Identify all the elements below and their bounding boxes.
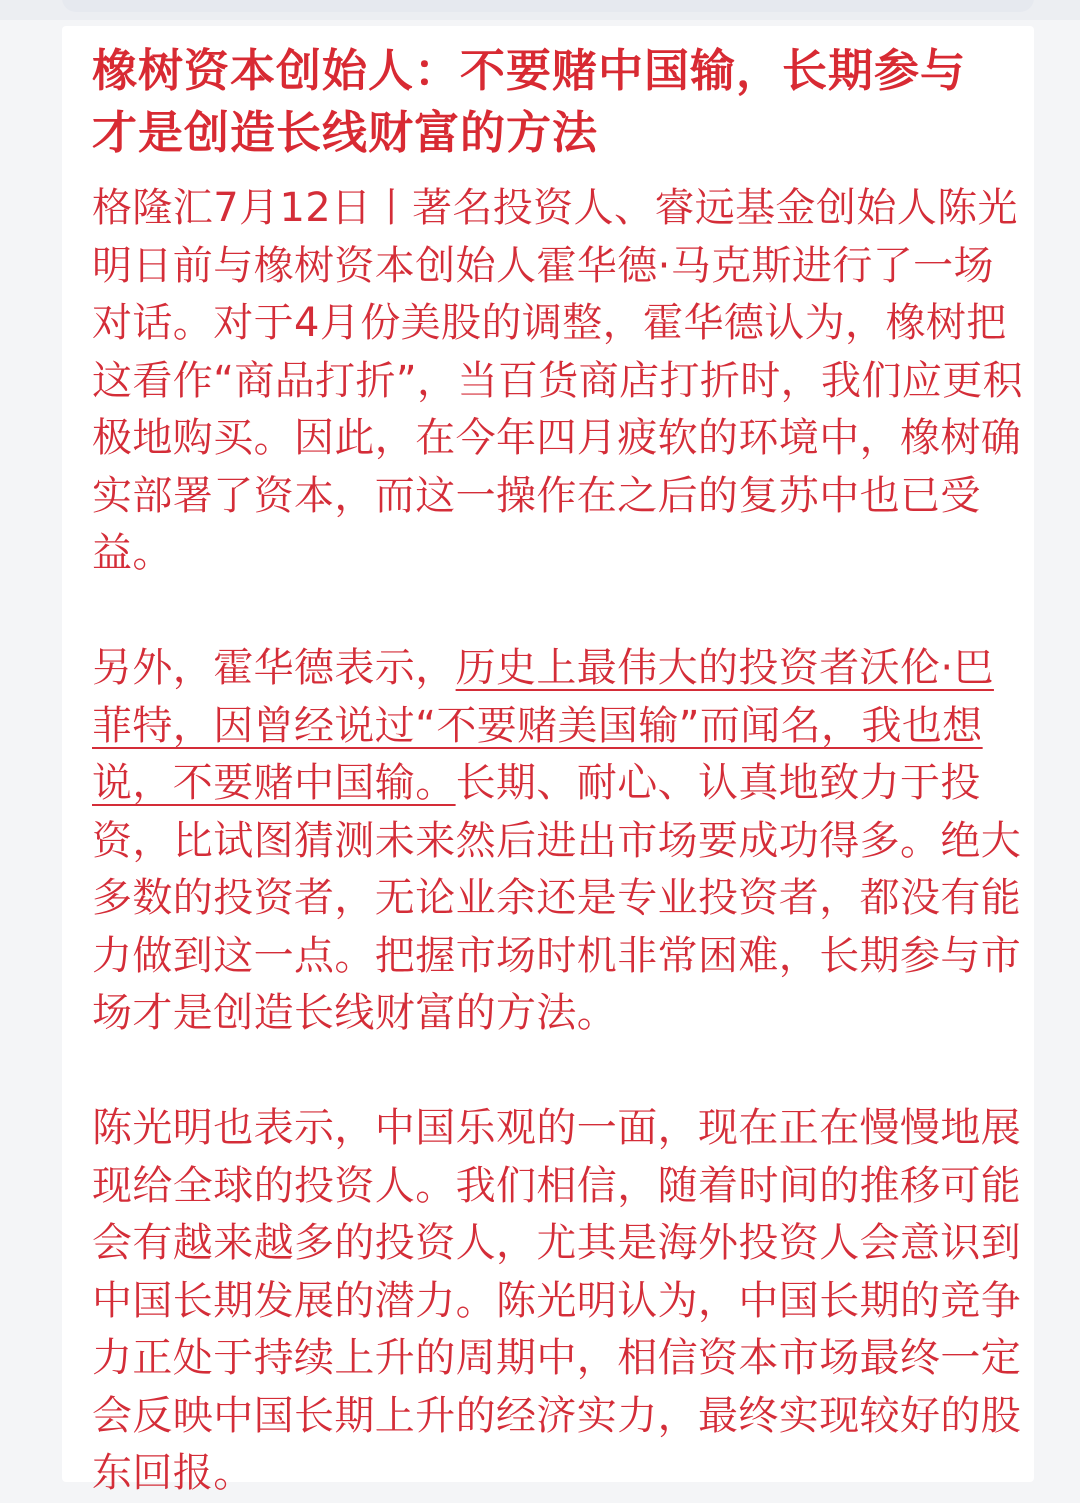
article-title: 橡树资本创始人：不要赌中国输，长期参与才是创造长线财富的方法 — [92, 44, 967, 159]
underlined-quote: 历史上最伟大的投资者沃伦·巴菲特，因曾经说过“不要赌美国输”而闻名，我也想说，不要赌中国输。 — [92, 645, 994, 806]
paragraph-1: 格隆汇7月12日丨著名投资人、睿远基金创始人陈光明日前与橡树资本创始人霍华德·马克斯进行了一场对话。对于4月份美股的调整，霍华德认为，橡树把这看作“商品打折”，当百货商店打折时，我们应更积极地购买。因此，在今年四月疲软的环境中，橡树确实部署了资本，而这一操作在之后的复苏中也已受益。 — [92, 185, 1024, 576]
paragraph-2-lead: 另外，霍华德表示， — [92, 645, 456, 691]
article-body — [92, 180, 1027, 1503]
previous-card-edge — [62, 0, 1034, 12]
paragraph-2 — [92, 640, 1027, 1043]
paragraph-3: 陈光明也表示，中国乐观的一面，现在正在慢慢地展现给全球的投资人。我们相信，随着时间的推移可能会有越来越多的投资人，尤其是海外投资人会意识到中国长期发展的潜力。陈光明认为，中国长期的竞争力正处于持续上升的周期中，相信资本市场最终一定会反映中国长期上升的经济实力，最终实现较好的股东回报。 — [92, 1105, 1022, 1496]
paragraph-2-rest: 长期、耐心、认真地致力于投资，比试图猜测未来然后进出市场要成功得多。绝大多数的投资者，无论业余还是专业投资者，都没有能力做到这一点。把握市场时机非常困难，长期参与市场才是创造长线财富的方法。 — [92, 760, 1022, 1036]
top-bar — [0, 0, 1080, 20]
